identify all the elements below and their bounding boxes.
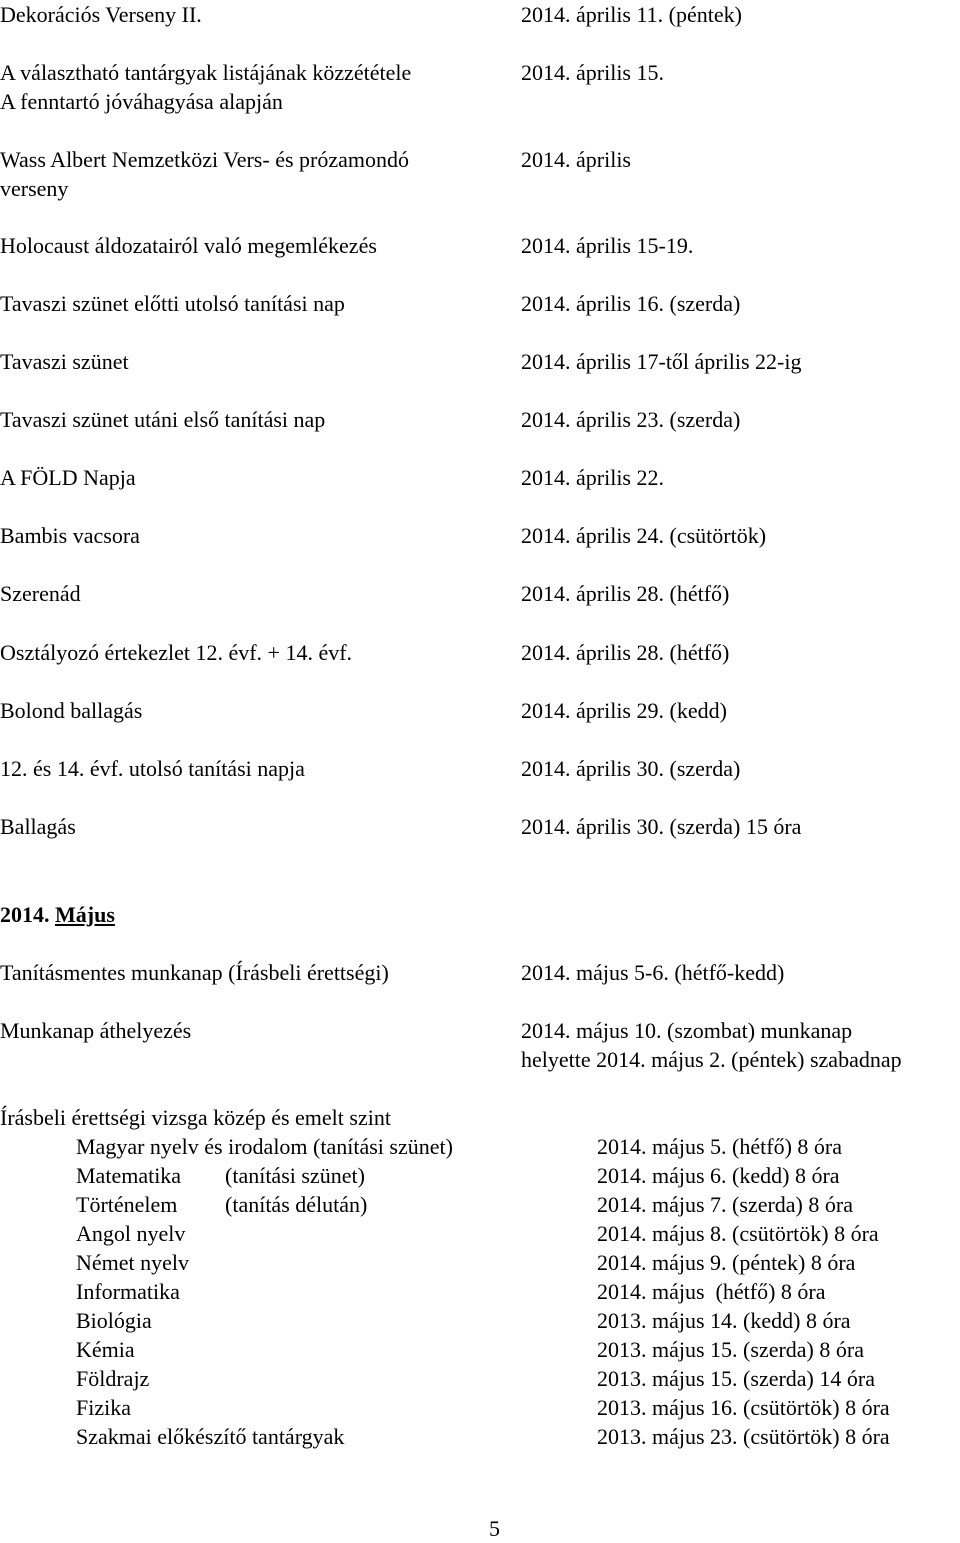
exam-date: 2013. május 16. (csütörtök) 8 óra [597, 1395, 890, 1420]
event-date: 2014. április 22. [521, 465, 664, 490]
event-label: A választható tantárgyak listájának közzététele [0, 60, 412, 85]
exam-subject: Informatika [76, 1279, 180, 1304]
event-label: Wass Albert Nemzetközi Vers- és prózamondó [0, 147, 409, 172]
event-label: Bolond ballagás [0, 698, 143, 723]
exam-note: (tanítási szünet) [225, 1163, 365, 1188]
exam-subject: Földrajz [76, 1366, 150, 1391]
event-label-continued: verseny [0, 176, 69, 201]
event-date: 2014. április 28. (hétfő) [521, 640, 730, 665]
page-number: 5 [489, 1516, 500, 1541]
event-label: Dekorációs Verseny II. [0, 2, 202, 27]
exam-date: 2013. május 15. (szerda) 8 óra [597, 1337, 864, 1362]
event-date: 2014. április 15. [521, 60, 664, 85]
event-label: Holocaust áldozatairól való megemlékezés [0, 233, 377, 258]
event-date: 2014. április 24. (csütörtök) [521, 523, 767, 548]
event-label: Osztályozó értekezlet 12. évf. + 14. évf. [0, 640, 353, 665]
event-date: 2014. április 15-19. [521, 233, 694, 258]
exam-subject: Történelem [76, 1192, 178, 1217]
event-date: 2014. április 30. (szerda) [521, 756, 741, 781]
event-label: Bambis vacsora [0, 523, 140, 548]
event-date: 2014. április 30. (szerda) 15 óra [521, 814, 802, 839]
event-date: 2014. április [521, 147, 631, 172]
event-date: 2014. május 5-6. (hétfő-kedd) [521, 960, 785, 985]
event-date: 2014. április 11. (péntek) [521, 2, 742, 27]
event-date: 2014. április 28. (hétfő) [521, 581, 730, 606]
exam-date: 2014. május 6. (kedd) 8 óra [597, 1163, 840, 1188]
exam-note: (tanítás délután) [225, 1192, 368, 1217]
event-label: Tavaszi szünet [0, 349, 129, 374]
event-label-continued: A fenntartó jóváhagyása alapján [0, 89, 283, 114]
heading-month: Május [55, 902, 115, 927]
exam-date: 2014. május 9. (péntek) 8 óra [597, 1250, 856, 1275]
exam-subject: Német nyelv [76, 1250, 190, 1275]
exam-date: 2014. május 8. (csütörtök) 8 óra [597, 1221, 879, 1246]
event-date: 2014. április 17-től április 22-ig [521, 349, 802, 374]
event-label: Tavaszi szünet utáni első tanítási nap [0, 407, 326, 432]
exam-subject: Biológia [76, 1308, 152, 1333]
exam-date: 2013. május 14. (kedd) 8 óra [597, 1308, 851, 1333]
section-heading-may [0, 900, 115, 929]
event-label: Ballagás [0, 814, 76, 839]
exam-subject: Kémia [76, 1337, 135, 1362]
exam-subject: Angol nyelv [76, 1221, 186, 1246]
exam-date: 2013. május 23. (csütörtök) 8 óra [597, 1424, 890, 1449]
exam-subject: Matematika [76, 1163, 182, 1188]
event-label: A FÖLD Napja [0, 465, 136, 490]
exams-title: Írásbeli érettségi vizsga közép és emelt szint [0, 1105, 391, 1130]
exam-date: 2014. május 5. (hétfő) 8 óra [597, 1134, 842, 1159]
event-date-continued: helyette 2014. május 2. (péntek) szabadnap [521, 1047, 902, 1072]
exam-date: 2013. május 15. (szerda) 14 óra [597, 1366, 875, 1391]
event-label: Tavaszi szünet előtti utolsó tanítási nap [0, 291, 345, 316]
exam-subject: Szakmai előkészítő tantárgyak [76, 1424, 345, 1449]
exam-date: 2014. május (hétfő) 8 óra [597, 1279, 826, 1304]
event-label: Munkanap áthelyezés [0, 1018, 192, 1043]
heading-year: 2014. [0, 902, 55, 927]
exam-date: 2014. május 7. (szerda) 8 óra [597, 1192, 853, 1217]
event-label: 12. és 14. évf. utolsó tanítási napja [0, 756, 305, 781]
event-label: Tanításmentes munkanap (Írásbeli érettségi) [0, 960, 389, 985]
exam-subject: Fizika [76, 1395, 131, 1420]
event-date: 2014. május 10. (szombat) munkanap [521, 1018, 853, 1043]
event-date: 2014. április 16. (szerda) [521, 291, 741, 316]
event-date: 2014. április 23. (szerda) [521, 407, 741, 432]
event-label: Szerenád [0, 581, 81, 606]
exam-subject: Magyar nyelv és irodalom (tanítási szünet) [76, 1134, 453, 1159]
event-date: 2014. április 29. (kedd) [521, 698, 727, 723]
